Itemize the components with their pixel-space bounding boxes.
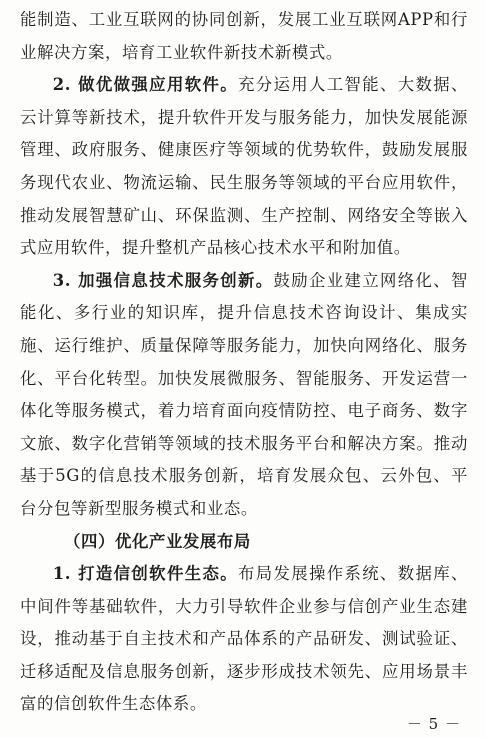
paragraph-xinchuang-ecosystem <box>20 558 468 721</box>
paragraph-text: 鼓励企业建立网络化、智能化、多行业的知识库，提升信息技术咨询设计、集成实施、运行维护、质量保障等服务能力，加快向网络化、服务化、平台化转型。加快发展微服务、智能服务、开发运营一体化等服务模式，着力培育面向疫情防控、电子商务、数字文旅、数字化营销等领域的技术服务平台和解决方案。推动基于5G的信息技术服务创新，培育发展众包、云外包、平台分包等新型服务模式和业态。 <box>20 270 468 518</box>
paragraph-it-services <box>20 265 468 526</box>
paragraph-lead: 3. 加强信息技术服务创新。 <box>52 270 274 290</box>
paragraph-text: 能制造、工业互联网的协同创新，发展工业互联网APP和行业解决方案，培育工业软件新技术新模式。 <box>20 10 468 62</box>
document-page <box>20 4 468 721</box>
paragraph-text: 布局发展操作系统、数据库、中间件等基础软件，大力引导软件企业参与信创产业生态建设，推动基于自主技术和产品体系的产品研发、测试验证、迁移适配及信息服务创新，逐步形成技术领先、应用场景丰富的信创软件生态体系。 <box>20 564 468 714</box>
page-number: － 5 － <box>406 715 461 733</box>
paragraph-text: 充分运用人工智能、大数据、云计算等新技术，提升软件开发与服务能力，加快发展能源管理、政府服务、健康医疗等领域的优势软件，鼓励发展服务现代农业、物流运输、民生服务等领域的平台应用软件，推动发展智慧矿山、环保监测、生产控制、网络安全等嵌入式应用软件，提升整机产品核心技术水平和附加值。 <box>20 75 468 258</box>
paragraph-application-software <box>20 69 468 265</box>
paragraph-continuation <box>20 4 468 69</box>
section-heading: （四）优化产业发展布局 <box>64 531 251 551</box>
paragraph-lead: 2. 做优做强应用软件。 <box>52 75 238 95</box>
paragraph-lead: 1. 打造信创软件生态。 <box>52 564 238 584</box>
